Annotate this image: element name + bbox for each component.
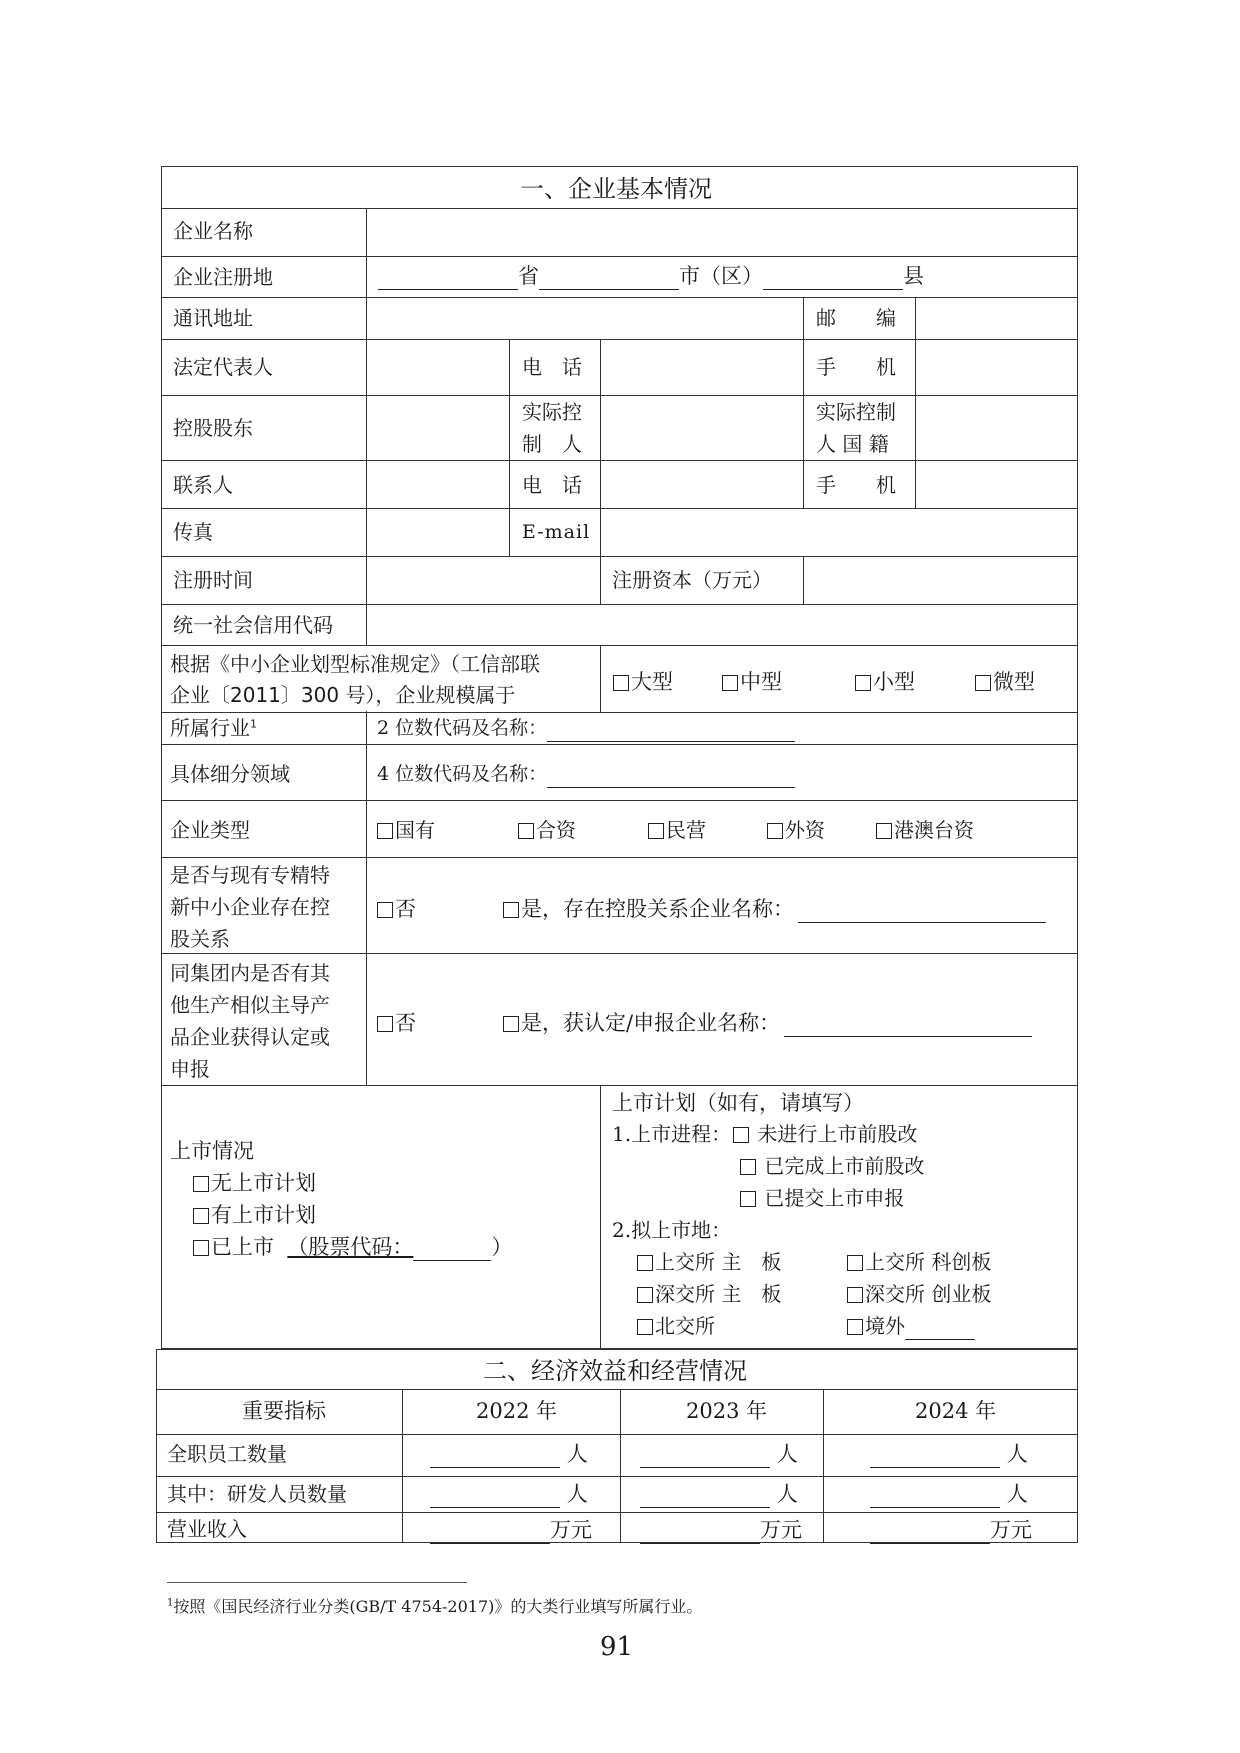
control-yes[interactable]: 是，存在控股关系企业名称： <box>503 895 1046 923</box>
type-private[interactable]: 民营 <box>648 817 706 844</box>
checkbox[interactable] <box>847 1287 863 1303</box>
row-label-employees: 全职员工数量 <box>167 1442 287 1466</box>
row-line <box>161 857 1078 858</box>
listing-planned[interactable]: 有上市计划 <box>193 1201 316 1229</box>
postcode-field[interactable] <box>918 299 1075 337</box>
checkbox[interactable] <box>637 1319 653 1335</box>
checkbox[interactable] <box>377 902 393 918</box>
nationality-label-1: 实际控制 <box>816 400 896 424</box>
phone-label-2: 电 话 <box>522 473 582 497</box>
group-label-3: 品企业获得认定或 <box>170 1025 330 1049</box>
col-line <box>402 1389 403 1543</box>
rd-2024[interactable]: 人 <box>870 1480 1028 1508</box>
checkbox[interactable] <box>876 823 892 839</box>
row-line <box>161 744 1078 745</box>
footnote-rule <box>167 1582 467 1583</box>
reg-capital-label: 注册资本（万元） <box>612 568 772 592</box>
industry-field[interactable]: 2 位数代码及名称： <box>377 716 795 742</box>
reg-place-fields[interactable] <box>378 262 924 290</box>
group-label-2: 他生产相似主导产 <box>170 993 330 1017</box>
venue-szse-gem[interactable]: 深交所 创业板 <box>847 1281 991 1308</box>
header-2023: 2023 年 <box>686 1399 768 1423</box>
col-line <box>600 1085 601 1349</box>
mobile-label-2: 手 机 <box>816 473 896 497</box>
col-line <box>803 556 804 604</box>
col-line <box>600 339 601 556</box>
row-line <box>161 1085 1078 1086</box>
row-line <box>156 1476 1078 1477</box>
employees-2022[interactable]: 人 <box>430 1440 588 1468</box>
county-label: 县 <box>903 264 924 288</box>
address-field[interactable] <box>370 299 800 337</box>
col-line <box>803 297 804 508</box>
shareholder-label: 控股股东 <box>173 416 253 440</box>
plan-title: 上市计划（如有，请填写） <box>612 1091 864 1115</box>
contact-label: 联系人 <box>173 473 233 497</box>
group-yes[interactable]: 是，获认定/申报企业名称： <box>503 1009 1032 1037</box>
progress-option-2[interactable]: 已完成上市前股改 <box>740 1153 924 1180</box>
rd-2023[interactable]: 人 <box>640 1480 798 1508</box>
row-line <box>161 800 1078 801</box>
checkbox[interactable] <box>193 1208 209 1224</box>
phone-label: 电 话 <box>522 355 582 379</box>
email-label: E-mail <box>522 521 591 543</box>
checkbox[interactable] <box>518 823 534 839</box>
control-label-2: 新中小企业存在控 <box>170 895 330 919</box>
listing-listed[interactable]: 已上市 （股票代码： ） <box>193 1233 512 1261</box>
row-label-revenue: 营业收入 <box>167 1517 247 1541</box>
address-label: 通讯地址 <box>173 306 253 330</box>
row-line <box>161 712 1078 713</box>
scale-micro[interactable]: 微型 <box>975 668 1035 696</box>
scale-medium[interactable]: 中型 <box>722 668 782 696</box>
venue-label: 2.拟上市地： <box>612 1218 732 1242</box>
row-line <box>161 460 1078 461</box>
row-line <box>156 1434 1078 1435</box>
venue-sse-main[interactable]: 上交所 主 板 <box>637 1249 781 1276</box>
postcode-label: 邮 编 <box>816 306 896 330</box>
row-line <box>161 256 1078 257</box>
nationality-label-2: 人 国 籍 <box>816 432 889 456</box>
type-label: 企业类型 <box>170 818 250 842</box>
venue-bse[interactable]: 北交所 <box>637 1313 715 1340</box>
industry-label: 所属行业$^1$ <box>170 716 257 740</box>
row-line <box>161 297 1078 298</box>
group-no[interactable]: 否 <box>377 1009 416 1037</box>
control-label-1: 是否与现有专精特 <box>170 863 330 887</box>
reg-place-label: 企业注册地 <box>173 265 273 289</box>
footnote: $^1$按照《国民经济行业分类(GB/T 4754-2017)》的大类行业填写所属行业。 <box>167 1597 703 1616</box>
checkbox[interactable] <box>193 1176 209 1192</box>
checkbox[interactable] <box>648 823 664 839</box>
credit-code-label: 统一社会信用代码 <box>173 613 333 637</box>
checkbox[interactable] <box>377 1016 393 1032</box>
venue-szse-main[interactable]: 深交所 主 板 <box>637 1281 781 1308</box>
venue-sse-star[interactable]: 上交所 科创板 <box>847 1249 991 1276</box>
reg-time-label: 注册时间 <box>173 568 253 592</box>
row-line <box>161 953 1078 954</box>
page-number: 91 <box>600 1632 634 1662</box>
checkbox[interactable] <box>740 1191 756 1207</box>
company-name-field[interactable] <box>370 210 1075 254</box>
mobile-label: 手 机 <box>816 355 896 379</box>
employees-2024[interactable]: 人 <box>870 1440 1028 1468</box>
checkbox[interactable] <box>193 1240 209 1256</box>
actual-controller-label-1: 实际控 <box>522 400 582 424</box>
checkbox[interactable] <box>503 1016 519 1032</box>
city-label: 市（区） <box>679 264 763 288</box>
type-foreign[interactable]: 外资 <box>767 817 825 844</box>
checkbox[interactable] <box>855 675 871 691</box>
row-line <box>161 556 1078 557</box>
revenue-2023[interactable]: 万元 <box>640 1516 802 1544</box>
checkbox[interactable] <box>767 823 783 839</box>
col-line <box>600 645 601 712</box>
venue-overseas[interactable]: 境外 <box>847 1313 975 1340</box>
checkbox[interactable] <box>613 675 629 691</box>
scale-label-2: 企业〔2011〕300 号），企业规模属于 <box>170 683 516 707</box>
progress-label: 1.上市进程： <box>612 1122 732 1146</box>
type-jv[interactable]: 合资 <box>518 817 576 844</box>
control-label-3: 股关系 <box>170 927 230 951</box>
header-2022: 2022 年 <box>476 1399 558 1423</box>
row-label-rd: 其中：研发人员数量 <box>167 1482 347 1506</box>
checkbox[interactable] <box>637 1287 653 1303</box>
scale-label-1: 根据《中小企业划型标准规定》（工信部联 <box>170 652 540 676</box>
checkbox[interactable] <box>377 823 393 839</box>
progress-option-3[interactable]: 已提交上市申报 <box>740 1185 904 1212</box>
checkbox[interactable] <box>847 1255 863 1271</box>
progress-option-1[interactable]: 未进行上市前股改 <box>733 1121 917 1148</box>
revenue-2024[interactable]: 万元 <box>870 1516 1032 1544</box>
col-line <box>823 1389 824 1543</box>
employees-2023[interactable]: 人 <box>640 1440 798 1468</box>
row-line <box>161 339 1078 340</box>
row-line <box>156 1512 1078 1513</box>
checkbox[interactable] <box>975 675 991 691</box>
listing-label: 上市情况 <box>170 1139 254 1163</box>
row-line <box>161 645 1078 646</box>
checkbox[interactable] <box>847 1319 863 1335</box>
type-hmt[interactable]: 港澳台资 <box>876 817 974 844</box>
control-no[interactable]: 否 <box>377 895 416 923</box>
checkbox[interactable] <box>637 1255 653 1271</box>
province-label: 省 <box>518 264 539 288</box>
section1-title: 一、企业基本情况 <box>520 175 712 203</box>
actual-controller-label-2: 制 人 <box>522 432 582 456</box>
col-line <box>915 297 916 508</box>
group-label-1: 同集团内是否有其 <box>170 961 330 985</box>
col-line <box>620 1389 621 1543</box>
type-state[interactable]: 国有 <box>377 817 435 844</box>
scale-large[interactable]: 大型 <box>613 668 673 696</box>
row-line <box>156 1389 1078 1390</box>
subfield-field[interactable]: 4 位数代码及名称： <box>377 762 795 788</box>
row-line <box>161 508 1078 509</box>
header-indicator: 重要指标 <box>242 1399 326 1423</box>
company-name-label: 企业名称 <box>173 219 253 243</box>
listing-none[interactable]: 无上市计划 <box>193 1169 316 1197</box>
row-line <box>161 604 1078 605</box>
rd-2022[interactable]: 人 <box>430 1480 588 1508</box>
mask <box>364 1086 370 1348</box>
scale-small[interactable]: 小型 <box>855 668 915 696</box>
checkbox[interactable] <box>503 902 519 918</box>
row-line <box>161 208 1078 209</box>
checkbox[interactable] <box>740 1159 756 1175</box>
checkbox[interactable] <box>722 675 738 691</box>
col-line <box>600 556 601 604</box>
row-line <box>161 395 1078 396</box>
group-label-4: 申报 <box>170 1057 210 1081</box>
checkbox[interactable] <box>733 1127 749 1143</box>
section2-title: 二、经济效益和经营情况 <box>483 1357 747 1385</box>
stock-code-label: （股票代码： <box>287 1235 414 1259</box>
fax-label: 传真 <box>173 520 213 544</box>
col-line <box>509 339 510 556</box>
legal-rep-label: 法定代表人 <box>173 355 273 379</box>
subfield-label: 具体细分领域 <box>170 762 290 786</box>
header-2024: 2024 年 <box>915 1399 997 1423</box>
revenue-2022[interactable]: 万元 <box>430 1516 592 1544</box>
